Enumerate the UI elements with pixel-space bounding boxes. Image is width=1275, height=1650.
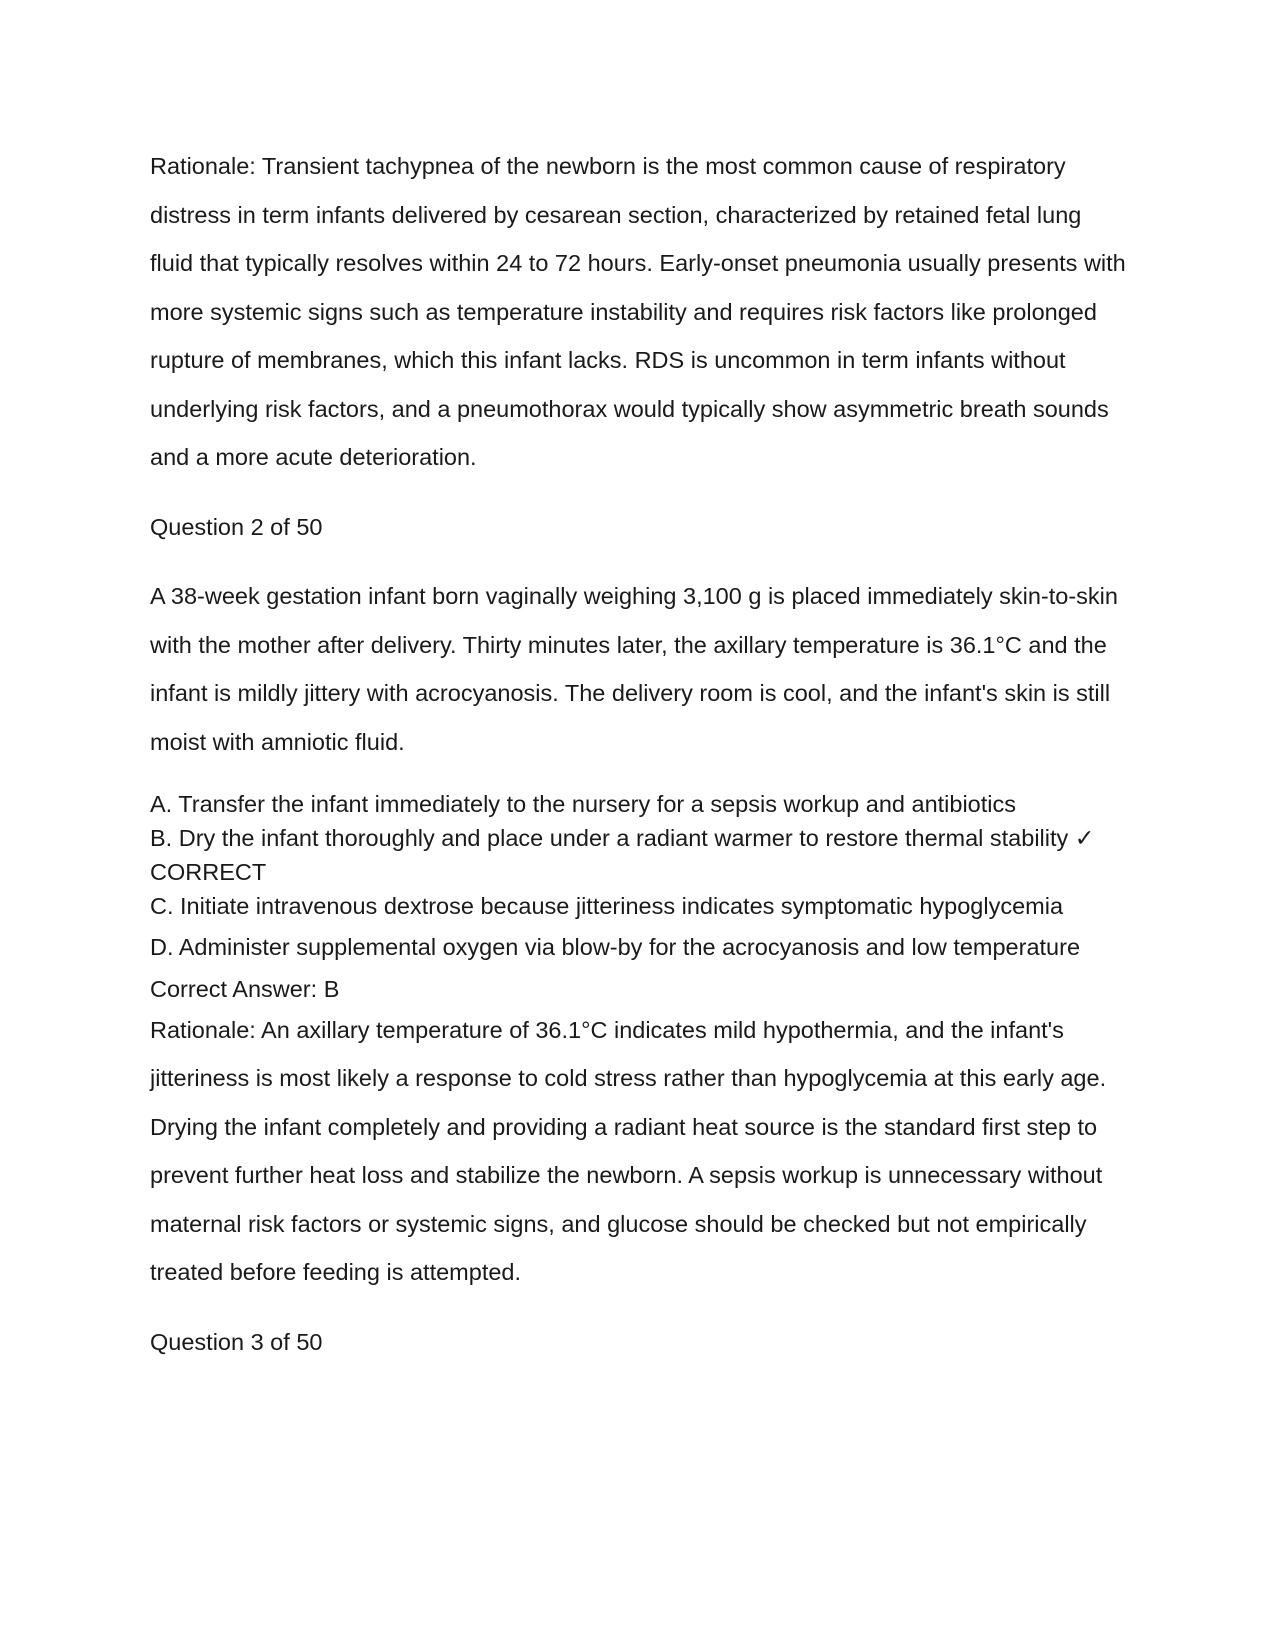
correct-answer: Correct Answer: B (150, 975, 340, 1002)
previous-rationale: Rationale: Transient tachypnea of the newborn is the most common cause of respiratory distress in term infants delivered by cesarean section, characterized by retained fetal lung fluid that typically resolves within 24 to 72 hours. Early-onset pneumonia usually presents with more systemic signs such as temperature instability and requires risk factors like prolonged rupture of membranes, which this infant lacks. RDS is uncommon in term infants without underlying risk factors, and a pneumothorax would typically show asymmetric breath sounds and a more acute deterioration. (150, 153, 1126, 470)
option-a: A. Transfer the infant immediately to the nursery for a sepsis workup and antibiotics (150, 791, 1017, 817)
question-3-header: Question 3 of 50 (150, 1328, 323, 1355)
question-2-rationale: Rationale: An axillary temperature of 36.1°C indicates mild hypothermia, and the infant's jitteriness is most likely a response to cold stress rather than hypoglycemia at this early age. Drying the infant completely and providing a radiant heat source is the standard first step to prevent further heat loss and stabilize the newborn. A sepsis workup is unnecessary without maternal risk factors or systemic signs, and glucose should be checked but not empirically treated before feeding is attempted. (150, 1016, 1107, 1285)
question-2-stem: A 38-week gestation infant born vaginally weighing 3,100 g is placed immediately skin-to-skin with the mother after delivery. Thirty minutes later, the axillary temperature is 36.1°C and the infant is mildly jittery with acrocyanosis. The delivery room is cool, and the infant's skin is still moist with amniotic fluid. (150, 583, 1118, 755)
question-2-header: Question 2 of 50 (150, 513, 323, 540)
option-b: B. Dry the infant thoroughly and place under a radiant warmer to restore thermal stability ✓ CORRECT (150, 825, 1095, 885)
document-page (150, 142, 1130, 1366)
option-c: C. Initiate intravenous dextrose because jitteriness indicates symptomatic hypoglycemia (150, 893, 1064, 919)
answer-options (150, 787, 1130, 972)
option-d: D. Administer supplemental oxygen via blow-by for the acrocyanosis and low temperature (150, 934, 1081, 960)
